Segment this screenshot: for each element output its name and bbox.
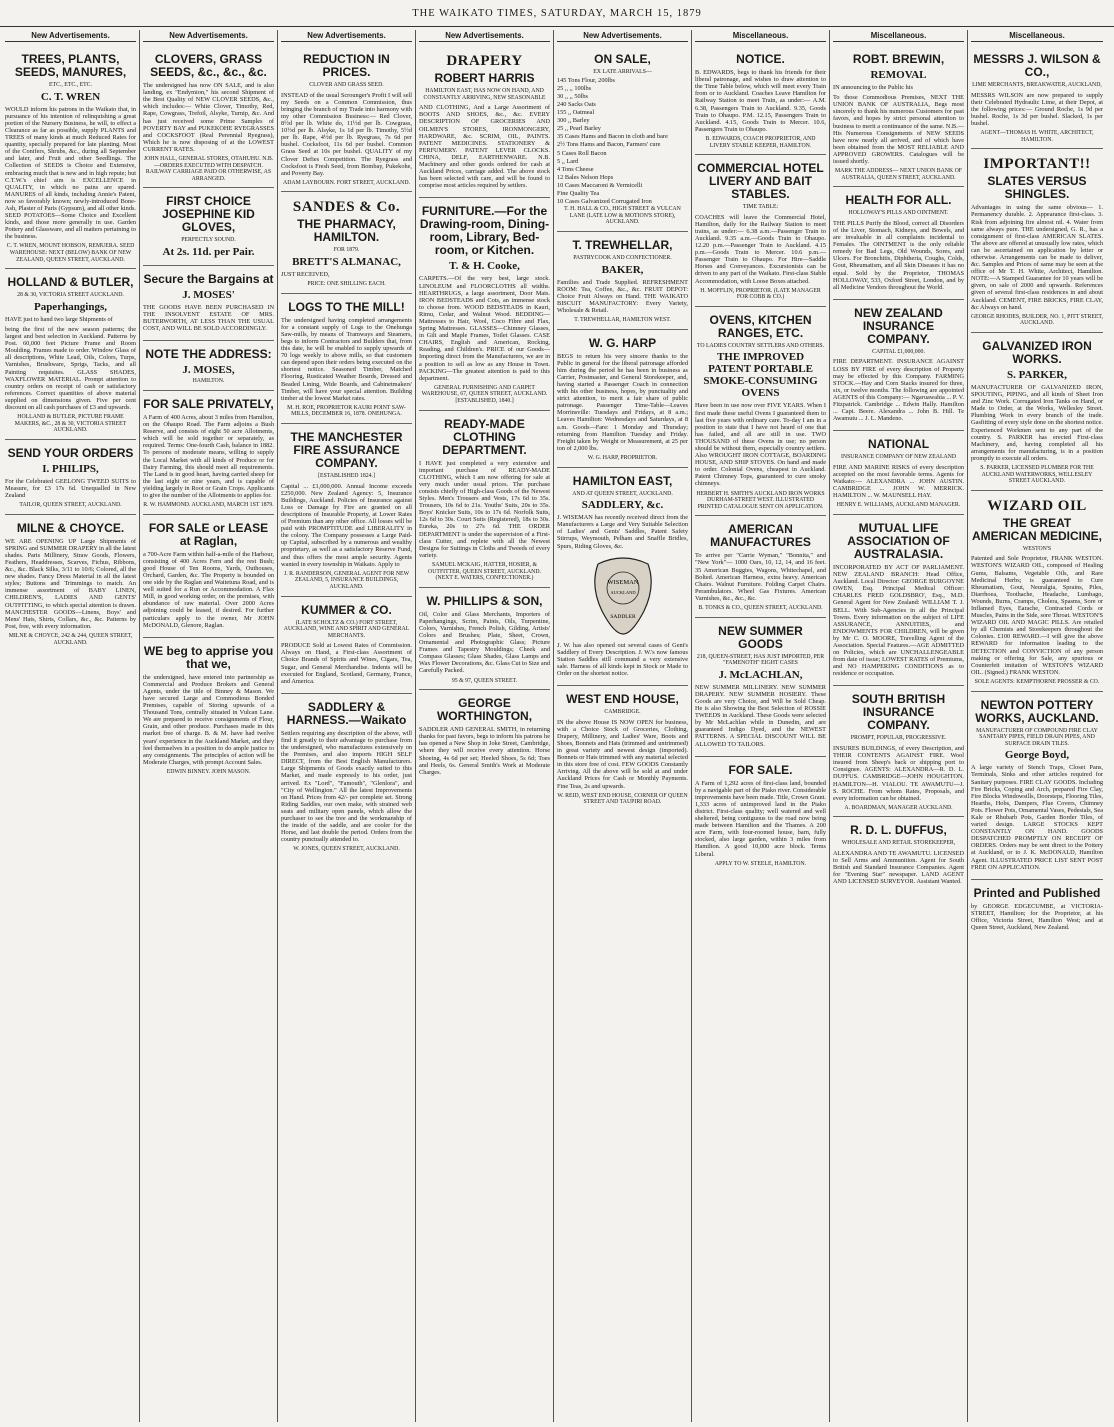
advertisement bbox=[833, 817, 964, 893]
advertisement bbox=[143, 266, 274, 341]
ad-footer: MILNE & CHOYCE, 242 & 244, QUEEN STREET, AUCKLAND. bbox=[8, 632, 133, 646]
ad-body: A Farm of 1,292 acres of first-class land, bounded by a navigable part of the Piako river. Considerable improvements have been made. Title, Crown Grant. 1,333 acres of unimproved land in the Piako district. First-class quality; well watered and well sheltered, being contiguous to the road now being made between Hamilton and the Thames. A 200 acre Farm, with four-roomed house, barn, fully stocked, also large garden, within 3 miles from Hamilton. A good 10,000 acre block. Terms Liberal. bbox=[695, 779, 826, 858]
list-item: 300 ,, Barley bbox=[557, 117, 590, 125]
ad-subheading: PASTRYCOOK AND CONFECTIONER. bbox=[573, 254, 672, 261]
advertisement bbox=[143, 46, 274, 188]
ad-heading: SLATES VERSUS SHINGLES. bbox=[987, 174, 1087, 202]
ad-body: IN the above House IS NOW OPEN for business, with a Choice Stock of Groceries, Clothing, Drapery, Millinery, and Ladies' Ware, Boots and Shoes, Bonnets and Hats (trimmed and untrimmed) in great variety and newest design (imported). Bonnets or Hats trimmed with any material selected in this store free of cost. FEW GOODS Constantly Arriving. All the above will be sold at and under Auckland Prices for Cash or Monthly Payments. Fine Teas, 2s and upwards. bbox=[557, 718, 688, 790]
ad-subheading: LIME MERCHANTS, BREAKWATER, AUCKLAND, bbox=[972, 82, 1102, 89]
ad-footer: HOLLAND & BUTLER, PICTURE FRAME MAKERS, &C., 28 & 30, VICTORIA STREET AUCKLAND. bbox=[14, 414, 127, 434]
ad-subheading: AND AT QUEEN STREET, AUCKLAND. bbox=[572, 490, 673, 497]
ad-body: BEGS to return his very sincere thanks to the Public in general for the liberal patronage afforded him during the period he has been in business as Carrier, Postmaster, and General Storekeeper, and, having started a Passenger Coach in connection with his other business, hopes, by punctuality and strict attention, to merit a fair share of public patronage. Passenger Time-Table—Leaves Morrinsville: Tuesdays and Fridays, at 8 a.m.; Leaves Hamilton: Wednesdays and Saturdays, at 8 a.m. Goods—Fare: 1 Monday and Thursday; returning from Hamilton Tuesday and Friday. Freight taken by Weight or Measurement, at 25 per ton of 2,000 lbs. bbox=[557, 352, 688, 452]
advertisement bbox=[281, 46, 412, 192]
advertisement bbox=[695, 307, 826, 517]
ad-title: J. McLACHLAN, bbox=[718, 668, 803, 681]
ad-subheading: CAMBRIDGE. bbox=[604, 709, 641, 716]
ad-heading: MUTUAL LIFE ASSOCIATION OF AUSTRALASIA. bbox=[847, 520, 950, 561]
list-item: 35 Cases Hams and Bacon in cloth and bare bbox=[557, 133, 668, 141]
list-item: 240 Sacks Oats bbox=[557, 100, 596, 108]
saddle-text: WISEMAN bbox=[606, 578, 639, 586]
ad-body: Settlers requiring any description of the above, will find it greatly to their advantage to purchase from the undersigned, who manufactures extensively on the Premises, and also imports HIGH SELF DIRECT, from the Best English Manufacturers. Large Shipments of Goods exactly suited to this Market, and made expressly to his order, just arrived. Ex "Lord", "Famouth", "Glenlora", and "City of Wellington." All the latest Improvements on Hand. Prices from 42/- per complete set. Strong Riding Saddles, our own make, with strained web seats and military open panels, which allow the purchaser to see the tree and the workmanship of the inside of the saddle, and are cooler for the Horse, and last double the period. Orders from the country punctually attended to. bbox=[281, 729, 412, 844]
ad-body: For the Celebrated GEELONG TWEED SUITS to Measure, for £3 17s 6d. Unequalled in New Zealand bbox=[5, 477, 136, 500]
saddle-shape bbox=[594, 558, 650, 634]
ad-heading: OVENS, KITCHEN RANGES, ETC. bbox=[709, 312, 812, 340]
ad-body: INSTEAD of the usual Scrounger's Profit I will sell my Seeds on a Common Commission, thus bringing the branch of my Trade into harmony with my other Commission Business:— Red Clover, 8½d per lb. White do, 11½d per lb. Cowgrass, 10½d per lb. Alsyke, 1s 1d per lb. Timothy, 5½d per lb. Rape, 4½d per lb. Ryegrass, 7s 6d per bushel. Cocksfoot, 11s 6d per bushel. Common Grass Seed at 10s per bushel. QUALITY of my Clover Defies Competition. The Ryegrass and Cocksfoot is Fresh Seed, from Bombay, Pukekohe, and Poverty Bay. bbox=[281, 91, 412, 177]
ad-heading: ON SALE, bbox=[594, 52, 651, 67]
ad-body: JUST RECEIVED, bbox=[281, 271, 330, 278]
ad-heading: FIRST CHOICE JOSEPHINE KID GLOVES, bbox=[162, 194, 255, 235]
saddle-illustration bbox=[586, 556, 660, 636]
ad-footer: H. MOFFLIN, PROPRIETOR. (LATE MANAGER FOR COBB & CO.) bbox=[700, 287, 821, 301]
ad-body: by GEORGE EDGECUMBE, at VICTORIA-STREET, Hamilton; for the Proprietor, at his Office, Victoria Street, Hamilton West; and at Queen Street, Auckland, New Zealand. bbox=[971, 902, 1103, 931]
ad-heading: NEWTON POTTERY WORKS, AUCKLAND. bbox=[975, 697, 1099, 725]
ad-body: Have been in use now over FIVE YEARS. When I first made these useful Ovens I guaranteed them to last five years with ordinary care. To-day I am in a position to state that I have not heard of one that has failed, and all are still in use. TWO THOUSAND of these Ovens in use; no person should be without them, especially country settlers. Also WROUGHT IRON COTTAGE, BOARDING HOUSE, AND SHIP STOVES. On hand and made to order. Colonial Ovens, cheapest in Auckland. Patent Chimney Tops, guaranteed to cure smoky chimneys. bbox=[695, 402, 826, 488]
advertisement bbox=[5, 46, 136, 269]
ad-body-continued: being the first of the new season patterns; the largest and best selection in Auckland. Patterns by Post. 60,000 feet Picture Frame and Room Moulding. Frames made to order. Window Glass of all descriptions, White Lead, Oils, Colors, Turps, Varnishes, Brushware, Sprigs, Tacks, and all Painting requisites. GLASS SHADES, WAXFLOWER MATERIAL. Prompt attention to country orders on receipt of cash or satisfactory references. Correct quantities of above material supplied on dimensions given. Five per cent discount on all cash purchases of £3 and upwards. bbox=[5, 325, 136, 411]
list-item: 5 Cases Roll Bacon bbox=[557, 149, 607, 157]
advertisement bbox=[971, 491, 1103, 692]
advertisement bbox=[419, 411, 550, 588]
ad-body: AND CLOTHING, And a Large Assortment of BOOTS AND SHOES, &c., &c. EVERY DESCRIPTION OF GROCERIES AND OILMEN'S STORES, IRONMONGERY, HARDWARE, &c. SCRIM, OIL, PAINTS. PATENT MEDICINES. STATIONERY & PERFUMERY. PATENT LEVER CLOCKS. CHINA, DELF, EARTHENWARE. N.B. Machinery and other goods ordered for cash at Auckland Prices, carriage added. The above stock has been selected with care, and will be found to comprise most articles required by settlers. bbox=[419, 104, 550, 190]
advertisement bbox=[419, 46, 550, 198]
ad-subheading: [ESTABLISHED 1824.] bbox=[318, 473, 375, 479]
ad-footer: T. H. HALL & CO., HIGH STREET & VULCAN LANE (LATE LOW & MOTION'S STORE), AUCKLAND. bbox=[564, 206, 681, 226]
list-item: 4 Tons Cheese bbox=[557, 165, 594, 173]
ad-title: SADDLERY, &c. bbox=[581, 499, 664, 512]
ad-footer: TAILOR, QUEEN STREET, AUCKLAND. bbox=[19, 502, 122, 509]
ad-body: MESSRS WILSON are now prepared to supply their Celebrated Hydraulic Lime, at their Depot, at the following prices:— Ground Roche, 1s 9d per bushel. Roche, 1s 3d per bushel. Slacked, 1s per bushel. bbox=[971, 91, 1103, 128]
ad-title: At 2s. 11d. per Pair. bbox=[162, 246, 255, 258]
ad-heading: NEW ZEALAND INSURANCE COMPANY. bbox=[854, 305, 943, 346]
ad-heading: W. G. HARP bbox=[588, 335, 657, 350]
advertisement bbox=[557, 330, 688, 468]
ad-body: WOULD inform his patrons in the Waikato that, in pursuance of his intention of relinquishing a great portion of the Nursery Business, he will, to effect a Clearance as far as possible, supply PLANTS and TREES of many kinds at much Reduced Rates for quantity, specially prepared for late planting. Most of the Conifers, Shrubs, &c., during all September and later, and Fruit and other Seedlings. The Collection of SEEDS is Choice and Extensive, embracing much that is new and in high repute; but C.T.W.'s chief aim is EXCELLENCE in QUALITY, in which no pains are spared. MANURES of all kinds, including Annie's Patent, now so favorably known; newly-introduced Bone-Ash, Plaster of Paris (Gypsum), and all other kinds. SEED POTATOES—Some Choice and Excellent kinds, and those more generally in use. Garden Pottery and Glassware, and all matters pertaining to the business. bbox=[5, 105, 136, 241]
ad-footer: R. W. HAMMOND. AUCKLAND, MARCH 1ST 1879. bbox=[143, 502, 274, 509]
ad-title: REMOVAL bbox=[870, 69, 927, 82]
column-header: New Advertisements. bbox=[557, 30, 688, 42]
ad-body: THE GOODS HAVE BEEN PURCHASED IN THE INSOLVENT ESTATE OF MRS. BUTERWORTH, AT LESS THAN THE USUAL COST, AND WILL BE SOLD ACCORDINGLY. bbox=[143, 304, 274, 333]
advertisement bbox=[419, 198, 550, 410]
ad-subheading: HAMILTON EAST, HAS NOW ON HAND, AND CONSTANTLY ARRIVING, NEW SEASONABLE bbox=[423, 88, 546, 101]
ad-footer: M. H. ROE, PROPRIETOR KAURI POINT SAW-MILLS, DECEMBER 16, 1878. ONEHUNGA. bbox=[287, 404, 406, 418]
ad-body: I HAVE just completed a very extensive and important purchase of READY-MADE CLOTHING, which I am now offering for sale at very much under usual prices. The purchase consists chiefly of High-class Goods of the Newest Styles. Men's Trousers and Vests, 17s 6d to 35s. Trousers, 10s 6d to 21s. Youths' Suits, 20s to 35s. Boys' Knicker Suits, 10s to 17s 6d. Norfolk Suits, 12s 6d to 30s. Court Suits (Registered), 18s to 30s. Eureka, 20s to 27s 6d. THE ORDER DEPARTMENT is under the supervision of a First-class Cutter, and replete with all the Newest Designs for Suitings in Cloths and Tweeds of every variety. bbox=[419, 459, 550, 559]
ad-heading: SEND YOUR ORDERS bbox=[7, 445, 134, 460]
ad-subheading: WESTON'S bbox=[1022, 545, 1052, 552]
ad-footer: HENRY E. WILLIAMS, AUCKLAND MANAGER. bbox=[836, 502, 961, 509]
ad-heading: REDUCTION IN PRICES. bbox=[303, 52, 390, 80]
ad-footer: T. TREWHELLAR, HAMILTON WEST. bbox=[574, 317, 671, 324]
list-item: 25 ,, Pearl Barley bbox=[557, 125, 601, 133]
advertisement bbox=[833, 300, 964, 431]
ad-heading: KUMMER & CO. bbox=[301, 602, 392, 617]
advertisement bbox=[557, 232, 688, 330]
ad-display-title: SANDES & Co. bbox=[292, 199, 401, 216]
column-3 bbox=[278, 30, 416, 1422]
ad-body: MANUFACTURER OF GALVANIZED IRON, SPOUTING, PIPING, and all kinds of Sheet Iron and Zinc Work. Corrugated Iron Tanks on Hand, or Made to Order, at the Works, Wellesley Street. Plumbing Work in every branch of the trade. Gasfitting of every style done on the shortest notice. Experienced Workmen sent to any part of the country. S. PARKER has erected First-class Machinery, and, having completed all his arrangements for manufacturing, is in a position promptly to execute all orders. bbox=[971, 383, 1103, 462]
advertisement bbox=[281, 424, 412, 597]
advertisement bbox=[143, 638, 274, 781]
advertisement bbox=[5, 515, 136, 651]
ad-heading: COMMERCIAL HOTEL LIVERY AND BAIT STABLES. bbox=[697, 161, 824, 202]
ad-body: FIRE AND MARINE RISKS of every description accepted on the most favorable terms. Agents for Waikato:— ALEXANDRA ... JOHN AUSTIN. CAMBRIDGE ... JOHN W. MERRICK. HAMILTON ... W. MAUNSELL HAY. bbox=[833, 463, 964, 500]
advertisement bbox=[143, 188, 274, 266]
ad-heading: NATIONAL bbox=[867, 437, 930, 452]
list-item: 5 ,, Lard bbox=[557, 157, 579, 165]
list-item: 155 ,, Oatmeal bbox=[557, 109, 595, 117]
advertisement bbox=[5, 440, 136, 515]
advertisement bbox=[833, 515, 964, 687]
ad-heading: ROBT. BREWIN, bbox=[852, 52, 945, 67]
ad-body: A large variety of Stench Traps, Closet Pans, Terminals, Sinks and other articles required for Sanitary purposes. FIRE CLAY GOODS. Including Fire Bricks, Coping and Arch, prepared Fire Clay, Fire Blocks Windowsills, Doorsteps, Flooring Tiles, Hearths, Hobs, Dampers, Flue Covers, Chimney Pots. Flower Pots, Ornamental Vases, Pedestals, Sea Kale or Rhubarb Pots, Garden Border Tiles, of varied design. LARGE STOCKS KEPT CONSTANTLY ON HAND. GOODS DESPATCHED PROMPTLY ON RECEIPT OF ORDERS. Orders may be sent direct to the Pottery at Auckland, or to J. K. McDONALD, Hamilton Agent. ILLUSTRATED PRICE LIST SENT POST FREE ON APPLICATION. bbox=[971, 764, 1103, 871]
ad-body: SADDLER AND GENERAL SMITH, in returning thanks for past favors, begs to inform his patrons he has opened a New Shop in Joke Street, Cambridge, where they will receive every attention. Horse Shoeing, 4s 6d per set; Heeled Shoes, 5s 6d; Toes and Heels, 6s. General Smith's Work at Moderate Charges. bbox=[419, 726, 550, 776]
ad-heading: NEW SUMMER GOODS bbox=[718, 623, 803, 651]
ad-title: BRETT'S ALMANAC, bbox=[292, 256, 401, 268]
column-5 bbox=[554, 30, 692, 1422]
list-item: 30 ,, ,, 50lbs bbox=[557, 92, 588, 100]
ad-heading: FOR SALE. bbox=[728, 762, 793, 777]
column-6 bbox=[692, 30, 830, 1422]
advertisement bbox=[143, 515, 274, 638]
ad-footer: GEORGE RHODES, BUILDER, NO. 1, PITT STREET, AUCKLAND. bbox=[971, 313, 1103, 327]
ad-title: BAKER, bbox=[601, 263, 644, 276]
ad-subheading: PERFECTLY SOUND. bbox=[181, 237, 236, 244]
advertisement bbox=[281, 597, 412, 694]
masthead-title: THE WAIKATO TIMES, SATURDAY, MARCH 15, 1879 bbox=[412, 7, 702, 19]
ad-body: Advantages in using the same obvious— 1. Permanency durable. 2. Appearance first-class. 3. Risk from adjoining fire almost nil. 4. Water from same always pure. THE undersigned, G. R., has a consignment of first-class AMERICAN SLATES. The above are offered at unusually low rates, which can be ascertained on application by letter or otherwise. Arrangements can be made to deliver, &c. Samples and Prices of same may be seen at the office of Mr T. H. White, Architect, Hamilton. NOTE:—A Stamped Guarantee for 10 years will be given, on sale of 2000 and upwards. References given of several first-class residences in and about Auckland. CEMENT, FIRE BRICKS, FIRE CLAY, &c Always on hand. bbox=[971, 204, 1103, 311]
ad-title: J. MOSES' bbox=[182, 289, 235, 301]
ad-heading: FURNITURE.—For the Drawing-room, Dining-room, Library, Bed-room, or Kitchen. bbox=[419, 204, 550, 258]
ad-body: the undersigned, have entered into partnership as Commercial and Produce Brokers and General Agents, under the title of Binney & Mason. We have secured Large and Commodious Bonded Premises, capable of Storing upwards of a Thousand Tons, centrally situated in Vulcan Lane. We are prepared to receive consignments of Flour, Grain, and other produce. Purchases made in this market free of charge. B. & M. have had twelve years' experience in the Auckland Market, and they feel themselves in a position to do ample justice to any consignments. The principles of action will be Moderate Charges, with prompt Account Sales. bbox=[143, 673, 274, 766]
column-header: New Advertisements. bbox=[5, 30, 136, 42]
ad-body: THE PILLS Purify the Blood, correct all Disorders of the Liver, Stomach, Kidneys, and Bowels, and are invaluable in all complaints incidental to Females. The OINTMENT is the only reliable remedy for Bad Legs, Old Wounds, Sores, and Ulcers. For Bronchitis, Diphtheria, Coughs, Colds, Gout, Rheumatism, and all Skin Diseases it has no equal. Sold by the Proprietor, THOMAS HOLLOWAY, 533, Oxford Street, London, and by all Medicine Vendors throughout the World. bbox=[833, 219, 964, 291]
ad-display-title: DRAPERY bbox=[446, 53, 523, 70]
ad-body: NEW SUMMER MILLINERY. NEW SUMMER DRAPERY. NEW SUMMER HOSIERY. These Goods are very Choice, and Will be Sold Cheap. He is also Showing the Best Selection of ROSSIE TWEEDS in Auckland. These Goods were selected by Mr McLachlan while in Dunedin, and are guaranteed Indigo Dyed, and the NEWEST PATTERNS. A SPECIAL DISCOUNT WILL BE ALLOWED TO TAILORS. bbox=[695, 683, 826, 748]
ad-body: WE ARE OPENING UP Large Shipments of SPRING and SUMMER DRAPERY in all the latest shades. Paris Millinery, Straw Goods, Flowers, Feathers, Headdresses, Scarves, Fichus, Ribbons, &c., &c. Black Silks, 3/11 to 10/6; Colored, all the new shades. Fancy Dress Material in all the latest styles; Buttons and Trimmings to match. An immense assortment of BABY LINEN, CHILDREN'S, LADIES AND GENTS' OUTFITTING, to which special attention is drawn. MANCHESTER GOODS—Linens, Boys' and Mens' Hats, Shirts, Collars, &c., &c. Patterns by Post, free, with every information. bbox=[5, 537, 136, 630]
ad-subheading: (LATE SCHOLTZ & CO.) FORT STREET, AUCKLAND, WINE AND SPIRIT AND GENERAL MERCHANTS. bbox=[283, 619, 410, 639]
column-header: Miscellaneous. bbox=[833, 30, 964, 42]
ad-footer: B. EDWARDS, COACH PROPRIETOR, AND LIVERY STABLE KEEPER, HAMILTON. bbox=[705, 135, 816, 149]
ad-body: IN announcing to the Public his bbox=[833, 84, 913, 92]
ad-body: A Farm of 400 Acres, about 3 miles from Hamilton, on the Ohaupo Road. The Farm adjoins a Bush Reserve, and consists of eight 50 acre Allotments, which will be sold together or separately, as required. Terms: One-fourth Cash, balance in 1882. To persons of moderate means, willing to supply the Local Market with all kinds of Produce or for Dairy Farming, this should meet all requirements. The Land is in good heart, having carried sheep for the last eight or nine years, and is capable of yielding largely in Root or Grain Crops. Applicants to give the number of the Allotments to applies for. bbox=[143, 413, 274, 499]
ad-heading: WE beg to apprise you that we, bbox=[143, 643, 274, 671]
ad-heading: GALVANIZED IRON WORKS. bbox=[982, 338, 1092, 366]
ad-footer: J. R. RANDERSON, GENERAL AGENT FOR NEW ZEALAND, 5, INSURANCE BUILDINGS, AUCKLAND. bbox=[283, 570, 410, 590]
column-8 bbox=[968, 30, 1106, 1422]
ad-body: Capital ... £1,000,000. Annual Income exceeds £250,000. New Zealand Agency: 5, Insurance Buildings, Auckland. Policies of Insurance against Loss or Damage by Fire are granted on all descriptions of Insurable Property, at Lower Rates of Premium than any other office. All losses will be paid with PROMPTITUDE and LIBERALITY in the colony. The Company possesses a Large Paid-up Capital, subscribed by a numerous and wealthy proprietary, as well as a satisfactory Reserve Fund, and thus offers the most ample security. Agents wanted in every township in Waikato. Apply to bbox=[281, 482, 412, 568]
newspaper-page bbox=[2, 30, 1112, 1422]
ad-body: Oil, Color and Glass Merchants, Importers of Paperhangings, Scrim, Paints, Oils, Turpentine, Colors, Varnishes, French Polish, Gilding, Artists' Colors and Brushes; Plate, Sheet, Crown, Ornamental and Photographic Glass; Picture Frames and Tapestry Mouldings; Cheek and Compass Glasses; Glass Shades, Glass Lamps and Wax Flower Decorations, &c. Glass Cut to Size and Carefully Packed. bbox=[419, 610, 551, 675]
ad-title: C. T. WREN bbox=[40, 90, 101, 103]
ad-heading: TREES, PLANTS, SEEDS, MANURES, bbox=[14, 52, 127, 80]
ad-title: S. PARKER, bbox=[1007, 368, 1067, 381]
advertisement bbox=[143, 391, 274, 515]
goods-list bbox=[557, 77, 688, 206]
advertisement bbox=[281, 294, 412, 424]
ad-heading: THE GREAT AMERICAN MEDICINE, bbox=[971, 515, 1102, 543]
ad-subheading: CAPITAL £1,000,000. bbox=[872, 348, 925, 355]
ad-heading: W. PHILLIPS & SON, bbox=[426, 593, 543, 608]
ad-body: INSURES BUILDINGS, of every Description, and THEIR CONTENTS AGAINST FIRE. Wool insured from Sheep's back or shipping port to Consignee. AGENTS: ALEXANDRA—R. D. L. DUFFUS. CAMBRIDGE—JOHN HOUGHTON. HAMILTON—H. VIALOU. TE AWAMUTU—J. S. ROCHE. From whom Rates, Proposals, and every information can be obtained. bbox=[833, 745, 964, 802]
ad-body: CARPETS.—Of the very best, large stock. LINOLEUM and FLOORCLOTHS all widths. HEARTHRUGS, a large assortment, Door Mats. IRON BEDSTEADS and Cots, an immense stock to choose from. WOOD BEDSTEADS in Kauri, Rimu, Cedar, and Walnut Wood. BEDDING—Mattresses to Hair, Wool, Coco Fibre and Flax, Spring Mattresses. GLASSES—Chimney Glasses, in Gilt and Maple Frames, Toilet Glasses. CASE CHAIRS, English and American, Rocking, Reading, and Children's. PRICE of our Goods—Importing direct from the Manufacturers, we are in a position to sell as low as any House in Town. PACKING—The greatest attention is paid to this department. bbox=[419, 275, 550, 382]
ad-footer: GENERAL FURNISHING AND CARPET WAREHOUSE, 67, QUEEN STREET, AUCKLAND. [ESTABLISHED, 1840.] bbox=[421, 384, 548, 404]
ad-heading: HEALTH FOR ALL. bbox=[845, 193, 952, 208]
column-header: New Advertisements. bbox=[281, 30, 412, 42]
ad-title: George Boyd, bbox=[1004, 749, 1070, 762]
ad-body: B. EDWARDS, begs to thank his friends for their liberal patronage, and wishes to draw attention to the Time Table below, which will meet every Train from or to Auckland. Coaches Leave Hamilton for Railway Station to meet Train, as under:— A.M. 6.38, Passengers Train to Auckland. 9.35, Goods Train to Ohaupo. P.M. 12.15, Passengers Train to Auckland. 4.15, Goods Train to Mercer. 10.6, Passengers Train to Ohaupo. bbox=[695, 69, 826, 133]
ad-title: THE IMPROVED PATENT PORTABLE SMOKE-CONSUMING OVENS bbox=[703, 351, 818, 400]
advertisement bbox=[971, 46, 1103, 149]
ad-heading: CLOVERS, GRASS SEEDS, &c., &c., &c. bbox=[150, 52, 267, 80]
ad-footer: ADAM LAYBOURN. FORT STREET, AUCKLAND. bbox=[283, 179, 410, 186]
ad-body: PRODUCE Sold at Lowest Rates of Commission. Always on Hand, a First-class Assortment of Choice Brands of Spirits and Wines, Cigars, Tea, Sugar, and General Merchandise. Indents will be executed for England, Scotland, Germany, France, and America. bbox=[281, 642, 412, 685]
ad-heading: MESSRS J. WILSON & CO., bbox=[973, 52, 1101, 80]
advertisement bbox=[281, 192, 412, 293]
ad-body: Patented and Sole Proprietor, FRANK WESTON. WESTON'S WIZARD OIL, composed of Healing Gums, Balsams, Vegetable Oils, and Rare Medicinal Herbs; is guaranteed to Cure Rheumatism, Gout, Neuralgia, Sprains, Piles, Diarrhoea, Toothache, Headache, Lumbago, Wounds, Burns, Cramps, Cholera, Spasms, Sore or Inflamed Eyes, Earache, Contracted Cords or Muscles, Pains in the Side, sore Throat. WESTON'S WIZARD OIL AND MAGIC PILLS. Are retailed by all Chemists and Storekeepers throughout the Colonies. £100 REWARD.—I will give the above REWARD for information leading to the DETECTION and CONVICTION of any person making or offering for Sale, any spurious or Counterfeit imitation of WESTON'S WIZARD OIL. (Signed.) FRANK WESTON. bbox=[971, 555, 1103, 676]
ad-subheading: CLOVER AND GRASS SEED. bbox=[309, 82, 384, 89]
ad-title: Paperhangings, bbox=[33, 300, 108, 313]
ad-body: COACHES will leave the Commercial Hotel, Hamilton, daily for the Railway Station to meet trains, as under:— 6.38 a.m.—Passenger Train to Auckland. 9.35 a.m.—Goods Train to Ohaupo. 12.20 p.m.—Passenger Train to Auckland. 4.15 p.m.—Goods Train to Mercer. 10.6 p.m.—Passenger Train to Ohaupo. For Hire—Saddle Horses and Conveyances. Excursionists can be driven to any part of the Waikato. First-class Stable Accommodation, with Loose Boxes attached. bbox=[695, 213, 826, 285]
list-item: 2½ Tons Hams and Bacon, Farmers' cure bbox=[557, 141, 661, 149]
ad-title: T. & H. Cooke, bbox=[449, 260, 520, 273]
ad-footer: HERBERT H. SMITH'S AUCKLAND IRON WORKS DURHAM-STREET WEST. ILLUSTRATED PRINTED CATALOGUE SENT ON APPLICATION. bbox=[696, 490, 825, 510]
ad-body-continued: J. W. has also opened out several cases of Gent's Saddlery of Every Description. J. W.'s now famous Station Saddles still command a very extensive sale. Harness of all kinds kept in Stock or Made to Order on the shortest notice. bbox=[557, 641, 688, 677]
ad-body: Families and Trade Supplied. REFRESHMENT ROOM: Tea, Coffee, &c., &c. FRUIT DEPOT: Choice Fruit Always on Hand. THE WAIKATO BISCUIT MANUFACTORY: Every Variety, Wholesale & Retail. bbox=[557, 278, 688, 314]
ad-footer: APPLY TO W. STEELE, HAMILTON. bbox=[714, 860, 807, 867]
advertisement bbox=[695, 155, 826, 307]
ad-heading: T. TREWHELLAR, bbox=[572, 237, 673, 252]
ad-heading: Secure the Bargains at bbox=[143, 272, 274, 286]
ad-body: To arrive per "Carrie Wyman," "Bonnita," and "New York"— 1000 Oars, 10, 12, 14, and 16 feet. 35 American Buggies, Wagons, Whitechapel, and Bolted. American Harness, extra heavy. American Chairs. Walnut Furniture. Folding Carpet Chairs. Perambulators. Wheel Gas Fixtures. American Varnishes, &c., &c., &c. bbox=[695, 552, 826, 602]
list-item: 10 Cases Galvanized Corrugated Iron bbox=[557, 198, 652, 206]
advertisement bbox=[833, 187, 964, 300]
advertisement bbox=[695, 516, 826, 617]
advertisement bbox=[419, 588, 550, 690]
column-4 bbox=[416, 30, 554, 1422]
ad-heading: SOUTH BRITISH INSURANCE COMPANY. bbox=[851, 692, 946, 733]
column-1 bbox=[2, 30, 140, 1422]
ad-subheading: TIME TABLE: bbox=[742, 204, 779, 211]
saddle-text: SADDLER bbox=[609, 613, 636, 620]
column-7 bbox=[830, 30, 968, 1422]
list-item: Fine Quality Tea bbox=[557, 190, 600, 197]
ad-subheading: FOR 1879. bbox=[333, 247, 360, 254]
advertisement bbox=[281, 694, 412, 858]
advertisement bbox=[695, 46, 826, 155]
ad-heading: AMERICAN MANUFACTURES bbox=[710, 522, 811, 550]
ad-body-continued: To those Commodious Premises, NEXT THE UNION BANK OF AUSTRALIA, Begs most sincerely to thank his numerous Customers for past favors, and hopes by strict personal attention to business to merit a continuance of the same. N.B.—His Numerous Consignments of NEW SEEDS have now nearly all arrived, and of which have been obtained from the MOST RELIABLE AND APPROVED GROWERS. Catalogues will be issued shortly. bbox=[833, 94, 964, 166]
ad-subheading: MANUFACTURER OF COMPOUND FIRE CLAY SANITARY PIPES, FIELD DRAIN PIPES, AND SURFACE DRAIN TILES. bbox=[976, 727, 1098, 747]
ad-footer: W. G. HARP, PROPRIETOR. bbox=[587, 454, 658, 461]
ad-heading: R. D. L. DUFFUS, bbox=[850, 823, 947, 838]
ad-title: I. PHILIPS, bbox=[42, 462, 99, 475]
list-item: 25 ,, ,, 100lbs bbox=[557, 84, 592, 92]
ad-body: FIRE DEPARTMENT. INSURANCE AGAINST LOSS BY FIRE of every description of Property may be effected by this Company. FARMING STOCK.—Hay and Corn Stacks insured for three, six, or twelve months. The following are appointed AGENTS of this Company:— Ngaruawahia ... P. V. Fitzpatrick. Cambridge ... Edwin Hally. Hamilton ... Capt. Beere. Alexandra ... John B. Hill. Te Awamutu ... J. L. Mandeno. bbox=[833, 358, 964, 423]
ad-subheading: INSURANCE COMPANY OF NEW ZEALAND bbox=[840, 454, 957, 461]
ad-footer: B. TONKS & CO., QUEEN STREET, AUCKLAND. bbox=[698, 605, 823, 611]
ad-subheading: ETC., ETC., ETC. bbox=[49, 82, 92, 89]
ad-subheading: 28 & 30, VICTORIA STREET AUCKLAND. bbox=[17, 292, 124, 299]
advertisement bbox=[971, 149, 1103, 333]
ad-heading: ROBERT HARRIS bbox=[434, 71, 535, 86]
ad-footer: JOHN HALL, GENERAL STORES, OTAHUHU. N.B.—ORDERS EXECUTED WITH DESPATCH. RAILWAY CARRIAGE PAID OR OTHERWISE, AS ARRANGED. bbox=[143, 156, 274, 182]
advertisement bbox=[419, 690, 550, 784]
ad-heading: FOR SALE or LEASE at Raglan, bbox=[148, 520, 269, 548]
ad-body: INCORPORATED BY ACT OF PARLIAMENT. NEW ZEALAND BRANCH: Head Office, Auckland. Local Director: GEORGE BURGOYNE OWEN, Esq. Principal Medical Officer: CHARLES FRED GOLDSBRO', Esq., M.D. General Agent for New Zealand: WILLIAM T. J. BELL. With Sub-Agencies in all the Principal Towns. Every information on the subject of LIFE ASSURANCE, ANNUITIES, and ENDOWMENTS FOR CHILDREN, will be given by Mr C. O. MOORE, Travelling Agent of the Association. Special Features.—AGE ADMITTED on Policies, which are UNCHALLENGEABLE from date of issue; LOWEST RATES of Premiums, and NO HAMPERING CONDITIONS as to residence or occupation. bbox=[833, 563, 964, 678]
advertisement bbox=[695, 757, 826, 873]
ad-heading: GEORGE WORTHINGTON, bbox=[436, 696, 533, 724]
ad-body: The undersigned having completed arrangements for a constant supply of Logs to the Onehunga Saw-mills, by means of Tramways and Steamers, begs to inform Contractors and Builders that, from this date, he will be enabled to supply upwards of 70 logs weekly to above mills, so that customers can depend upon their orders being executed on the shortest notice. Seasoned Timber, Matched Flooring, Rusticated Weather Boards, Dressed and Beaded Lining, Wide Boards, and Cabinetmakers' Timber, will have your special attention. Building timber at the lowest Market rates. bbox=[281, 316, 412, 402]
ad-footer: W. JONES, QUEEN STREET, AUCKLAND. bbox=[293, 846, 400, 853]
ad-footer: C. T. WREN, MOUNT HOBSON, REMUERA. SEED WAREHOUSE: NEXT (BELOW) BANK OF NEW ZEALAND, QUEEN STREET, AUCKLAND. bbox=[6, 243, 135, 263]
column-2 bbox=[140, 30, 278, 1422]
ad-body: ALEXANDRA AND TE AWAMUTU. LICENSED to Sell Arms and Ammunition. Agent for South British and Standard Insurance Companies. Agent for "Evening Star" newspaper. LAND AGENT AND LICENSED SURVEYOR. Assistant Wanted. bbox=[833, 849, 964, 886]
ad-display-title: IMPORTANT!! bbox=[983, 156, 1091, 173]
advertisement bbox=[143, 341, 274, 391]
advertisement bbox=[5, 269, 136, 440]
ad-subheading: HOLLOWAY'S PILLS AND OINTMENT. bbox=[848, 210, 949, 217]
ad-footer: SOLE AGENTS: KEMPTHORNE PROSSER & CO. bbox=[974, 678, 1100, 685]
ad-body: J. WISEMAN has recently received direct from the Manufacturers a Large and Very Suitable Selection of Ladies' and Gents' Saddles, Patent Safety Stirrups, Weymouth, Pelham and Snaffle Bridles, Spurs, Riding Gloves, &c. bbox=[557, 514, 688, 550]
ad-footer: S. PARKER, LICENSED PLUMBER FOR THE AUCKLAND WATERWORKS, WELLESLEY STREET AUCKLAND. bbox=[980, 464, 1094, 485]
ad-heading: THE PHARMACY, HAMILTON. bbox=[297, 217, 396, 245]
advertisement bbox=[833, 46, 964, 187]
list-item: 145 Tons Flour, 200lbs bbox=[557, 76, 615, 84]
advertisement bbox=[557, 46, 688, 232]
ad-subheading: EX LATE ARRIVALS— bbox=[593, 69, 652, 76]
saddle-text: AUCKLAND bbox=[609, 589, 636, 595]
ad-footer: HAMILTON. bbox=[192, 378, 225, 385]
advertisement bbox=[695, 618, 826, 757]
list-item: 12 Bales Nelson Hops bbox=[557, 173, 614, 181]
ad-body: HAVE just to hand two large Shipments of bbox=[5, 315, 113, 323]
advertisement bbox=[833, 686, 964, 817]
ad-footer: MARK THE ADDRESS— NEXT UNION BANK OF AUSTRALIA, QUEEN STREET, AUCKLAND. bbox=[834, 168, 962, 181]
ad-subheading: TO LADIES COUNTRY SETTLERS AND OTHERS. bbox=[696, 342, 825, 349]
ad-footer: PRICE: ONE SHILLING EACH. bbox=[307, 281, 386, 288]
advertisement bbox=[971, 692, 1103, 880]
ad-heading: FOR SALE PRIVATELY, bbox=[143, 396, 274, 411]
list-item: 10 Cases Maccaroni & Vermicelli bbox=[557, 181, 643, 189]
masthead bbox=[0, 0, 1114, 27]
ad-footer: AGENT—THOMAS H. WHITE, ARCHITECT, HAMILTON. bbox=[980, 130, 1094, 143]
ad-heading: SADDLERY & HARNESS.—Waikato bbox=[286, 699, 407, 727]
column-header: New Advertisements. bbox=[419, 30, 550, 42]
ad-subheading: 218, QUEEN-STREET, HAS JUST IMPORTED, PER "FAMENOTH" EIGHT CASES bbox=[696, 653, 825, 667]
ad-subheading: PROMPT, POPULAR, PROGRESSIVE. bbox=[850, 735, 947, 742]
ad-body: a 700-Acre Farm within half-a-mile of the Harbour, consisting of 400 Acres Fern and the rest Bush; good House of Ten Rooms, Yards, Outhouses, Orchard, Garden, &c. The Property is bounded on one side by the Raglan and Waitetuna Road, and is well suited for a Run or Accommodation. A Flax Mill, in good working order, on the premises, with abundance of raw material. Over 2000 Acres adjoining could be leased, if desired. For further particulars apply to the owner, Mr JOHN McDONALD, Glenore, Raglan. bbox=[143, 550, 274, 629]
advertisement bbox=[557, 686, 688, 811]
ad-heading: NOTICE. bbox=[736, 52, 785, 67]
ad-body: The undersigned has now ON SALE, and is also landing, ex "Endymion," his second Shipment of the Best Quality of NEW CLOVER SEEDS, &c., which includes:— White Clover, Timothy, Red, Rape, Cowgrass, Trefoil, Alsyke, Turnip, &c. And has just received some Prime Samples of POVERTY BAY and PUKEKOHE RYEGRASSES and COCKSFOOT (Real Perennial Ryegrass), Which he is now disposing of at the LOWEST CURRENT RATES. bbox=[143, 82, 274, 153]
advertisement bbox=[833, 431, 964, 515]
ad-subheading: WHOLESALE AND RETAIL STOREKEEPER, bbox=[841, 840, 956, 847]
ad-footer: W. REID, WEST END HOUSE, CORNER OF QUEEN STREET AND TAUPIRI ROAD. bbox=[557, 792, 688, 806]
ad-heading: HAMILTON EAST, bbox=[572, 473, 673, 488]
ad-heading: THE MANCHESTER FIRE ASSURANCE COMPANY. bbox=[290, 430, 403, 470]
ad-footer: EDWIN BINNEY. JOHN MASON. bbox=[166, 768, 251, 775]
advertisement bbox=[557, 468, 688, 687]
ad-heading: WEST END HOUSE, bbox=[566, 692, 679, 707]
ad-heading: NOTE THE ADDRESS: bbox=[145, 347, 272, 362]
ad-footer: A. BOARDMAN, MANAGER AUCKLAND. bbox=[844, 804, 953, 811]
ad-footer: 95 & 97, QUEEN STREET. bbox=[451, 677, 518, 684]
ad-heading: Printed and Published bbox=[973, 885, 1101, 900]
column-header: Miscellaneous. bbox=[971, 30, 1103, 42]
ad-display-title: WIZARD OIL bbox=[987, 497, 1087, 514]
ad-heading: READY-MADE CLOTHING DEPARTMENT. bbox=[442, 416, 527, 457]
advertisement bbox=[971, 333, 1103, 491]
ad-footer: SAMUEL MCKAIG, HATTER, HOSIER, & OUTFITTER, QUEEN STREET, AUCKLAND. (NEXT E. WATERS, CONFECTIONER.) bbox=[428, 561, 541, 582]
column-header: Miscellaneous. bbox=[695, 30, 826, 42]
ad-heading: LOGS TO THE MILL! bbox=[288, 299, 405, 314]
column-header: New Advertisements. bbox=[143, 30, 274, 42]
ad-heading: MILNE & CHOYCE. bbox=[16, 520, 125, 535]
advertisement bbox=[971, 880, 1103, 939]
ad-title: J. MOSES, bbox=[182, 364, 235, 377]
ad-heading: HOLLAND & BUTLER, bbox=[7, 275, 134, 290]
